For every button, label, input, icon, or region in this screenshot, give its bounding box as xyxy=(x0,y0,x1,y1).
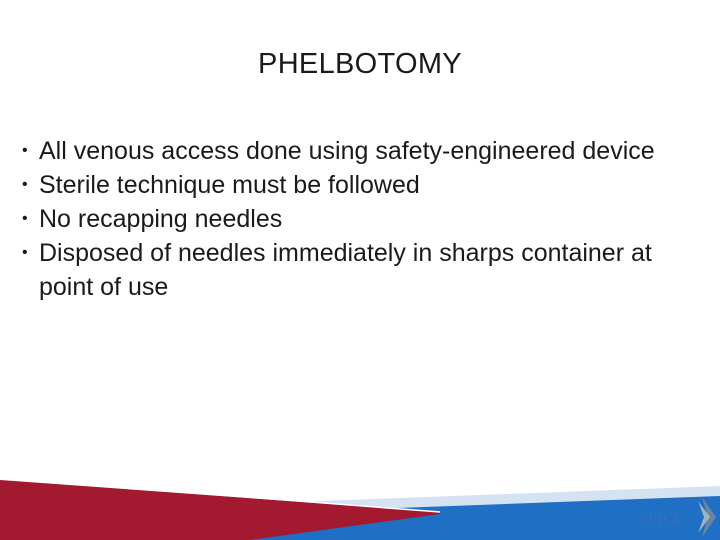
footer-stripes xyxy=(0,476,720,540)
bullet-item xyxy=(20,202,680,236)
bullet-item xyxy=(20,236,680,304)
bullet-icon: • xyxy=(22,176,28,193)
spice-logo xyxy=(640,497,716,537)
bullet-text: Sterile technique must be followed xyxy=(39,171,420,199)
bullet-item xyxy=(20,134,680,168)
bullet-icon: • xyxy=(22,244,28,261)
logo-text: SPICE xyxy=(640,511,684,527)
bullet-text: All venous access done using safety-engineered device xyxy=(39,137,655,165)
bullet-list xyxy=(20,134,680,304)
bullet-icon: • xyxy=(22,142,28,159)
bullet-icon: • xyxy=(22,210,28,227)
bullet-text: No recapping needles xyxy=(39,205,283,233)
bullet-text: Disposed of needles immediately in sharps container at point of use xyxy=(39,239,652,301)
slide-title: PHELBOTOMY xyxy=(258,48,462,80)
bullet-item xyxy=(20,168,680,202)
footer-decoration xyxy=(0,476,720,540)
logo-arrow-icon xyxy=(640,497,716,537)
